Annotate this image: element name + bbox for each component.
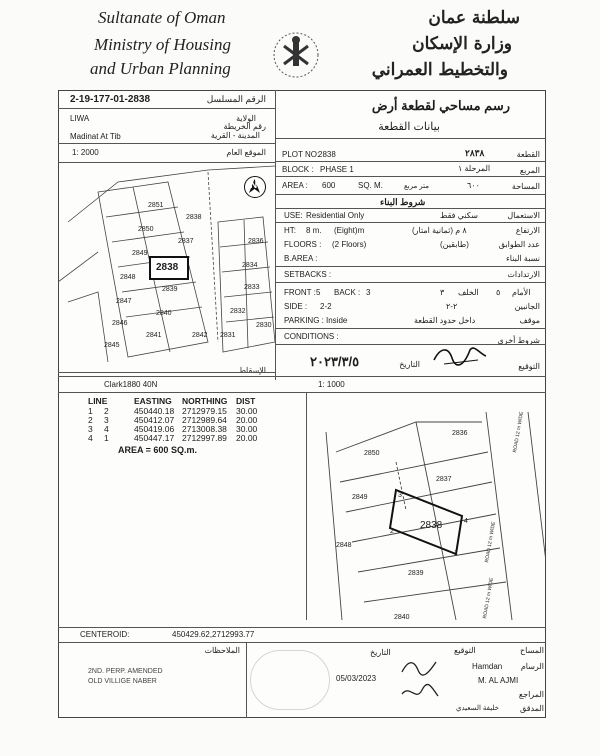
floors-value: (2 Floors) xyxy=(332,240,367,249)
location-map-plot: 2845 xyxy=(104,342,120,349)
parking-ar: داخل حدود القطعة xyxy=(414,316,476,325)
use-value: Residential Only xyxy=(306,211,365,220)
conditions-ar-label: شروط أخرى xyxy=(497,336,540,345)
location-map xyxy=(58,162,275,367)
coords-northing: 2712979.15 xyxy=(182,406,227,416)
front-value: 5 xyxy=(316,288,321,297)
built-area-label: B.AREA : xyxy=(284,254,318,263)
parking-ar-label: موقف xyxy=(519,316,540,325)
location-map-plot: 2837 xyxy=(178,238,194,245)
plot-map-parcel: 2850 xyxy=(364,450,380,457)
floors-label: FLOORS : xyxy=(284,240,322,249)
plot-map-parcel: 2848 xyxy=(336,542,352,549)
side-ar: ٢-٢ xyxy=(446,302,458,311)
plot-no-ar: ٢٨٣٨ xyxy=(465,148,485,158)
area-label: AREA : xyxy=(282,181,308,190)
use-label: USE: xyxy=(284,211,303,220)
back-value: 3 xyxy=(366,288,371,297)
wilayat-label-ar: الولاية xyxy=(236,114,256,123)
location-map-plot: 2834 xyxy=(242,262,258,269)
plot-map-parcel: 2837 xyxy=(436,476,452,483)
general-location-label-ar: الموقع العام xyxy=(226,148,266,157)
coords-header-easting: EASTING xyxy=(134,396,172,406)
back-ar-label: الخلف xyxy=(458,288,479,297)
approval-signature xyxy=(430,340,490,370)
height-ar: ٨ م (ثمانية امتار) xyxy=(412,226,467,235)
centeroid-label: CENTEROID: xyxy=(80,630,130,639)
coords-easting: 450440.18 xyxy=(134,406,175,416)
setbacks-ar-label: الارتدادات xyxy=(507,270,540,279)
checker-label-ar: المدقق xyxy=(520,704,544,713)
front-ar: ٥ xyxy=(496,288,501,297)
location-map-plot: 2849 xyxy=(132,250,148,257)
footer-signature-label-ar: التوقيع xyxy=(454,646,476,655)
map-no-label-ar: رقم الخريطة xyxy=(223,122,266,131)
coords-northing: 2712997.89 xyxy=(182,433,227,443)
centeroid-value: 450429.62,2712993.77 xyxy=(172,630,255,639)
height-ar-label: الارتفاع xyxy=(515,226,540,235)
location-map-plot: 2833 xyxy=(244,284,260,291)
plot-vertex: 3 xyxy=(398,492,402,499)
plot-no-label: PLOT NO: xyxy=(282,150,320,159)
footer-date: 05/03/2023 xyxy=(336,674,377,683)
coords-to: 2 xyxy=(104,406,109,416)
location-map-plot: 2847 xyxy=(116,298,132,305)
floors-ar: (طابقين) xyxy=(440,240,469,249)
reviewer-label-ar: المراجع xyxy=(518,690,544,699)
location-map-plot: 2848 xyxy=(120,274,136,281)
coords-from: 4 xyxy=(88,433,93,443)
checker-name-ar: خليفة السعيدي xyxy=(456,705,499,712)
city-label-ar: المدينة - القرية xyxy=(210,131,260,140)
ministry-name-ar-line2: وزارة الإسكان xyxy=(412,34,512,54)
use-ar-label: الاستعمال xyxy=(507,211,540,220)
datum-label: Clark1880 40N xyxy=(104,380,158,389)
notes-line1: 2ND. PERP. AMENDED xyxy=(88,668,163,675)
back-ar: ٣ xyxy=(440,288,445,297)
signature-date-ar: ٢٠٢٣/٣/٥ xyxy=(310,354,360,369)
plot-map-target-parcel: 2838 xyxy=(420,520,443,531)
plot-map-parcel: 2849 xyxy=(352,494,368,501)
coords-header xyxy=(88,396,268,406)
block-label: BLOCK : xyxy=(282,165,314,174)
area-value: 600 xyxy=(322,181,336,190)
coords-from: 1 xyxy=(88,406,93,416)
signature-label-ar: التوقيع xyxy=(518,362,540,371)
side-label: SIDE : xyxy=(284,302,308,311)
coords-dist: 30.00 xyxy=(236,406,258,416)
parking-value: Inside xyxy=(326,316,348,325)
location-map-plot: 2836 xyxy=(248,238,264,245)
drafter-name: Hamdan xyxy=(472,662,503,671)
location-map-plot: 2841 xyxy=(146,332,162,339)
drafter-signature xyxy=(400,656,440,678)
coords-to: 1 xyxy=(104,433,109,443)
height-label: HT: xyxy=(284,226,296,235)
area-ar: ٦٠٠ xyxy=(467,181,480,190)
notes-title-ar: الملاحظات xyxy=(204,646,240,655)
front-label: FRONT : xyxy=(284,288,316,297)
plot-no-ar-label: القطعة xyxy=(516,150,540,159)
conditions-label: CONDITIONS : xyxy=(284,332,339,341)
reviewer-name: M. AL AJMI xyxy=(478,676,519,685)
plot-map-parcel: 2836 xyxy=(452,430,468,437)
footer-date-label-ar: التاريخ xyxy=(370,648,391,657)
large-map-scale: 1: 1000 xyxy=(318,380,345,389)
drafter-label-ar: الرسام xyxy=(520,662,544,671)
official-stamp xyxy=(250,650,330,710)
use-ar: سكني فقط xyxy=(440,211,478,220)
plot-vertex: 4 xyxy=(464,518,468,525)
setbacks-label: SETBACKS : xyxy=(284,270,332,279)
village-value: Madinat At Tib xyxy=(70,132,121,141)
block-ar-label: المربع xyxy=(519,166,540,175)
wilayat-value: LIWA xyxy=(70,114,90,123)
front-ar-label: الأمام xyxy=(512,288,531,297)
area-unit-ar: متر مربع xyxy=(404,183,429,190)
plot-vertex: 1 xyxy=(454,550,458,557)
survey-title-ar: رسم مساحي لقطعة أرض xyxy=(371,98,510,113)
area-unit: SQ. M. xyxy=(358,181,383,190)
location-map-plot: 2842 xyxy=(192,332,208,339)
plot-detail-map xyxy=(306,392,546,620)
location-map-plot: 2850 xyxy=(138,226,154,233)
location-map-plot: 2839 xyxy=(162,286,178,293)
coords-area-total: AREA = 600 SQ.m. xyxy=(118,445,197,455)
coords-northing: 2713008.38 xyxy=(182,424,227,434)
side-ar-label: الجانبين xyxy=(514,302,540,311)
serial-number: 2-19-177-01-2838 xyxy=(70,94,151,105)
block-value: PHASE 1 xyxy=(320,165,354,174)
coords-header-dist: DIST xyxy=(236,396,256,406)
back-label: BACK : xyxy=(334,288,361,297)
coords-to: 4 xyxy=(104,424,109,434)
coords-dist: 20.00 xyxy=(236,415,258,425)
coords-to: 3 xyxy=(104,415,109,425)
plot-no-value: 2838 xyxy=(318,150,336,159)
coords-easting: 450412.07 xyxy=(134,415,175,425)
reviewer-signature xyxy=(400,682,440,704)
height-value: 8 m. xyxy=(306,226,322,235)
location-map-plot: 2832 xyxy=(230,308,246,315)
ministry-name-en-line1: Sultanate of Oman xyxy=(98,8,226,27)
location-map-target-plot: 2838 xyxy=(156,262,179,273)
projection-label-ar: الإسقاط xyxy=(238,366,266,375)
serial-label-ar: الرقم المسلسل xyxy=(206,94,266,104)
floors-ar-label: عدد الطوابق xyxy=(498,240,540,249)
coords-from: 2 xyxy=(88,415,93,425)
signature-date-label-ar: التاريخ xyxy=(399,360,420,369)
location-map-plot: 2851 xyxy=(148,202,164,209)
location-map-plot: 2830 xyxy=(256,322,272,329)
plot-data-title-ar: بيانات القطعة xyxy=(378,121,440,133)
small-map-scale: 1: 2000 xyxy=(72,148,99,157)
coords-dist: 20.00 xyxy=(236,433,258,443)
parking-label: PARKING : xyxy=(284,316,324,325)
height-words: (Eight)m xyxy=(334,226,365,235)
coords-header-northing: NORTHING xyxy=(182,396,228,406)
location-map-plot: 2846 xyxy=(112,320,128,327)
location-map-plot: 2831 xyxy=(220,332,236,339)
road-label: ROAD 12 m WIDE xyxy=(484,521,498,564)
location-map-plot: 2838 xyxy=(186,214,202,221)
coords-easting: 450447.17 xyxy=(134,433,175,443)
coords-northing: 2712989.64 xyxy=(182,415,227,425)
coords-header-line: LINE xyxy=(88,396,108,406)
building-conditions-title-ar: شروط البناء xyxy=(380,197,426,207)
road-label: ROAD 12 m WIDE xyxy=(512,411,526,454)
side-value: 2-2 xyxy=(320,302,332,311)
ministry-name-ar-line1: سلطنة عمان xyxy=(428,8,520,28)
road-label: ROAD 12 m WIDE xyxy=(482,577,496,620)
built-area-ar-label: نسبة البناء xyxy=(506,254,540,263)
coords-easting: 450419.06 xyxy=(134,424,175,434)
block-ar: المرحلة ١ xyxy=(458,164,491,173)
surveyor-label-ar: المساح xyxy=(519,646,544,655)
plot-vertex: 2 xyxy=(390,528,394,535)
ministry-name-en-line2: Ministry of Housing xyxy=(94,35,231,54)
location-map-plot: 2840 xyxy=(156,310,172,317)
ministry-name-ar-line3: والتخطيط العمراني xyxy=(371,60,508,80)
notes-line2: OLD VILLIGE NABER xyxy=(88,678,157,685)
plot-map-parcel: 2839 xyxy=(408,570,424,577)
plot-map-parcel: 2840 xyxy=(394,614,410,620)
coords-dist: 30.00 xyxy=(236,424,258,434)
coords-from: 3 xyxy=(88,424,93,434)
north-label: N xyxy=(250,180,258,191)
coords-row xyxy=(88,433,268,443)
ministry-name-en-line3: and Urban Planning xyxy=(90,59,231,78)
area-ar-label: المساحة xyxy=(511,182,540,191)
